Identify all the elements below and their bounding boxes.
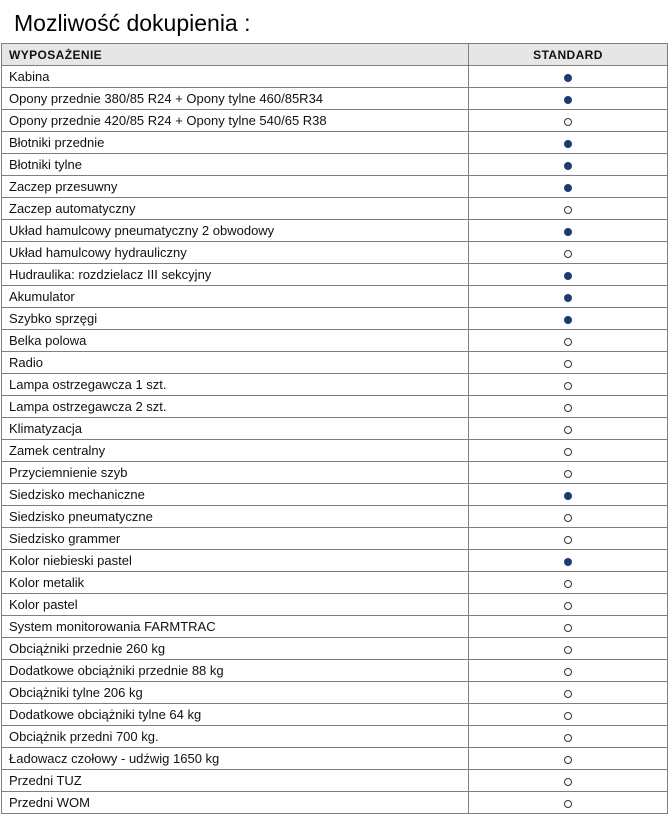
empty-circle-icon: [564, 690, 572, 698]
standard-cell: [469, 198, 668, 220]
equipment-name: Błotniki tylne: [2, 154, 469, 176]
standard-cell: [469, 704, 668, 726]
equipment-name: Siedzisko mechaniczne: [2, 484, 469, 506]
filled-circle-icon: [564, 558, 572, 566]
table-row: [2, 198, 668, 220]
standard-cell: [469, 132, 668, 154]
empty-circle-icon: [564, 404, 572, 412]
table-row: [2, 352, 668, 374]
table-row: [2, 770, 668, 792]
standard-cell: [469, 418, 668, 440]
table-row: [2, 572, 668, 594]
standard-cell: [469, 242, 668, 264]
empty-circle-icon: [564, 580, 572, 588]
table-row: [2, 660, 668, 682]
equipment-name: Akumulator: [2, 286, 469, 308]
standard-cell: [469, 792, 668, 814]
equipment-name: Zamek centralny: [2, 440, 469, 462]
equipment-name: Dodatkowe obciążniki przednie 88 kg: [2, 660, 469, 682]
empty-circle-icon: [564, 470, 572, 478]
standard-cell: [469, 176, 668, 198]
equipment-name: Klimatyzacja: [2, 418, 469, 440]
table-row: [2, 330, 668, 352]
table-row: [2, 286, 668, 308]
table-row: [2, 176, 668, 198]
equipment-name: Kolor pastel: [2, 594, 469, 616]
standard-cell: [469, 726, 668, 748]
equipment-name: Ładowacz czołowy - udźwig 1650 kg: [2, 748, 469, 770]
standard-cell: [469, 506, 668, 528]
equipment-name: Kolor niebieski pastel: [2, 550, 469, 572]
equipment-name: Dodatkowe obciążniki tylne 64 kg: [2, 704, 469, 726]
header-equipment: WYPOSAŻENIE: [2, 44, 469, 66]
equipment-name: Przedni WOM: [2, 792, 469, 814]
standard-cell: [469, 660, 668, 682]
empty-circle-icon: [564, 778, 572, 786]
equipment-name: Obciążniki przednie 260 kg: [2, 638, 469, 660]
table-row: [2, 220, 668, 242]
standard-cell: [469, 88, 668, 110]
standard-cell: [469, 770, 668, 792]
header-standard: STANDARD: [469, 44, 668, 66]
standard-cell: [469, 110, 668, 132]
table-row: [2, 88, 668, 110]
equipment-table: [1, 43, 668, 814]
table-body: [2, 66, 668, 814]
filled-circle-icon: [564, 162, 572, 170]
table-row: [2, 506, 668, 528]
table-row: [2, 374, 668, 396]
header-row: [2, 44, 668, 66]
standard-cell: [469, 308, 668, 330]
standard-cell: [469, 528, 668, 550]
equipment-name: Lampa ostrzegawcza 1 szt.: [2, 374, 469, 396]
table-row: [2, 396, 668, 418]
equipment-name: Belka polowa: [2, 330, 469, 352]
filled-circle-icon: [564, 316, 572, 324]
equipment-name: Błotniki przednie: [2, 132, 469, 154]
table-row: [2, 726, 668, 748]
empty-circle-icon: [564, 382, 572, 390]
standard-cell: [469, 748, 668, 770]
table-row: [2, 154, 668, 176]
filled-circle-icon: [564, 184, 572, 192]
standard-cell: [469, 484, 668, 506]
empty-circle-icon: [564, 118, 572, 126]
equipment-name: Obciążnik przedni 700 kg.: [2, 726, 469, 748]
filled-circle-icon: [564, 74, 572, 82]
table-row: [2, 66, 668, 88]
standard-cell: [469, 286, 668, 308]
filled-circle-icon: [564, 140, 572, 148]
equipment-name: Hudraulika: rozdzielacz III sekcyjny: [2, 264, 469, 286]
standard-cell: [469, 66, 668, 88]
equipment-name: Obciążniki tylne 206 kg: [2, 682, 469, 704]
table-row: [2, 638, 668, 660]
standard-cell: [469, 572, 668, 594]
equipment-name: Radio: [2, 352, 469, 374]
empty-circle-icon: [564, 338, 572, 346]
standard-cell: [469, 154, 668, 176]
filled-circle-icon: [564, 272, 572, 280]
standard-cell: [469, 462, 668, 484]
empty-circle-icon: [564, 800, 572, 808]
standard-cell: [469, 440, 668, 462]
table-row: [2, 484, 668, 506]
table-row: [2, 748, 668, 770]
equipment-name: System monitorowania FARMTRAC: [2, 616, 469, 638]
table-row: [2, 792, 668, 814]
page-title: Mozliwość dokupienia :: [14, 10, 251, 36]
equipment-name: Szybko sprzęgi: [2, 308, 469, 330]
table-row: [2, 264, 668, 286]
filled-circle-icon: [564, 294, 572, 302]
equipment-name: Kolor metalik: [2, 572, 469, 594]
table-row: [2, 550, 668, 572]
table-row: [2, 110, 668, 132]
equipment-name: Zaczep automatyczny: [2, 198, 469, 220]
table-row: [2, 682, 668, 704]
empty-circle-icon: [564, 712, 572, 720]
empty-circle-icon: [564, 668, 572, 676]
table-row: [2, 242, 668, 264]
table-row: [2, 132, 668, 154]
table-row: [2, 616, 668, 638]
empty-circle-icon: [564, 250, 572, 258]
empty-circle-icon: [564, 360, 572, 368]
empty-circle-icon: [564, 646, 572, 654]
standard-cell: [469, 682, 668, 704]
equipment-name: Siedzisko grammer: [2, 528, 469, 550]
standard-cell: [469, 550, 668, 572]
empty-circle-icon: [564, 448, 572, 456]
table-row: [2, 440, 668, 462]
empty-circle-icon: [564, 514, 572, 522]
equipment-name: Zaczep przesuwny: [2, 176, 469, 198]
empty-circle-icon: [564, 602, 572, 610]
equipment-name: Opony przednie 380/85 R24 + Opony tylne 460/85R34: [2, 88, 469, 110]
equipment-name: Opony przednie 420/85 R24 + Opony tylne 540/65 R38: [2, 110, 469, 132]
empty-circle-icon: [564, 734, 572, 742]
standard-cell: [469, 594, 668, 616]
filled-circle-icon: [564, 228, 572, 236]
standard-cell: [469, 374, 668, 396]
table-row: [2, 704, 668, 726]
standard-cell: [469, 396, 668, 418]
filled-circle-icon: [564, 492, 572, 500]
equipment-name: Przyciemnienie szyb: [2, 462, 469, 484]
standard-cell: [469, 330, 668, 352]
standard-cell: [469, 220, 668, 242]
filled-circle-icon: [564, 96, 572, 104]
empty-circle-icon: [564, 624, 572, 632]
equipment-name: Lampa ostrzegawcza 2 szt.: [2, 396, 469, 418]
standard-cell: [469, 264, 668, 286]
table-row: [2, 308, 668, 330]
empty-circle-icon: [564, 206, 572, 214]
table-row: [2, 462, 668, 484]
table-row: [2, 418, 668, 440]
empty-circle-icon: [564, 426, 572, 434]
table-row: [2, 528, 668, 550]
empty-circle-icon: [564, 756, 572, 764]
standard-cell: [469, 616, 668, 638]
equipment-name: Przedni TUZ: [2, 770, 469, 792]
equipment-name: Siedzisko pneumatyczne: [2, 506, 469, 528]
standard-cell: [469, 638, 668, 660]
equipment-name: Układ hamulcowy pneumatyczny 2 obwodowy: [2, 220, 469, 242]
empty-circle-icon: [564, 536, 572, 544]
equipment-name: Układ hamulcowy hydrauliczny: [2, 242, 469, 264]
standard-cell: [469, 352, 668, 374]
equipment-name: Kabina: [2, 66, 469, 88]
table-row: [2, 594, 668, 616]
